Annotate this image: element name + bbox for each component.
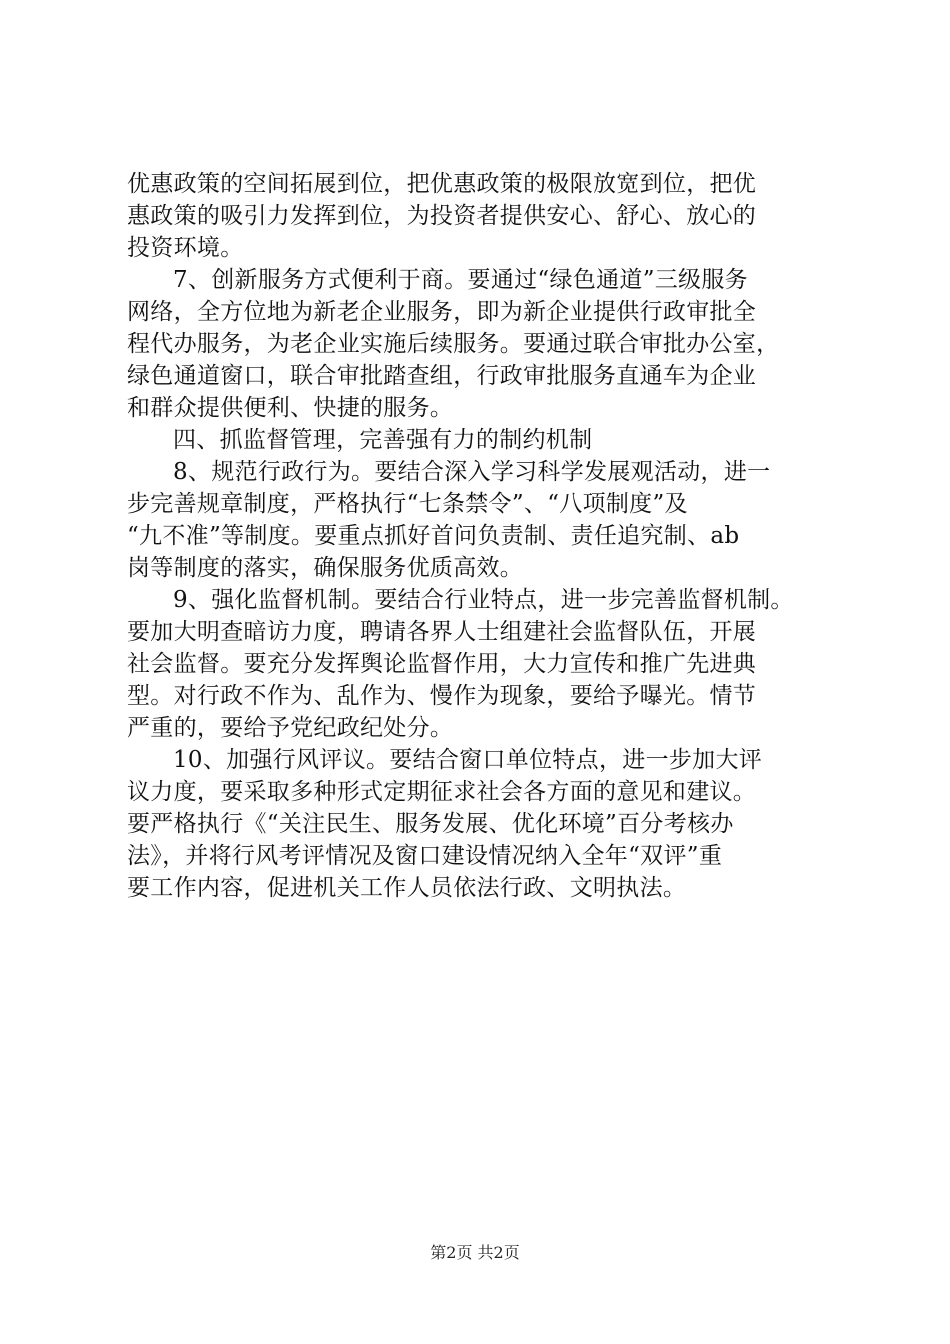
text-line: 10、加强行风评议。要结合窗口单位特点，进一步加大评 (173, 747, 763, 773)
text-line: 8、规范行政行为。要结合深入学习科学发展观活动，进一 (173, 459, 771, 485)
text-line: 优惠政策的空间拓展到位，把优惠政策的极限放宽到位，把优 (127, 171, 757, 197)
text-line: 网络，全方位地为新老企业服务，即为新企业提供行政审批全 (127, 299, 757, 325)
text-line: “九不准”等制度。要重点抓好首问负责制、责任追究制、ab (127, 523, 740, 549)
page-number-footer: 第2页 共2页 (430, 1243, 520, 1262)
text-line: 惠政策的吸引力发挥到位，为投资者提供安心、舒心、放心的 (127, 203, 757, 229)
text-line: 议力度，要采取多种形式定期征求社会各方面的意见和建议。 (127, 779, 757, 805)
text-line: 绿色通道窗口，联合审批踏查组，行政审批服务直通车为企业 (127, 363, 757, 389)
section-heading: 四、抓监督管理，完善强有力的制约机制 (173, 427, 593, 453)
text-line: 要加大明查暗访力度，聘请各界人士组建社会监督队伍，开展 (127, 619, 757, 645)
text-line: 社会监督。要充分发挥舆论监督作用，大力宣传和推广先进典 (127, 651, 757, 677)
text-line: 要工作内容，促进机关工作人员依法行政、文明执法。 (127, 875, 687, 901)
text-line: 7、创新服务方式便利于商。要通过“绿色通道”三级服务 (173, 267, 748, 293)
text-line: 9、强化监督机制。要结合行业特点，进一步完善监督机制。 (173, 587, 794, 613)
text-line: 要严格执行《“关注民生、服务发展、优化环境”百分考核办 (127, 811, 734, 837)
text-line: 和群众提供便利、快捷的服务。 (127, 395, 454, 421)
text-line: 步完善规章制度，严格执行“七条禁令”、“八项制度”及 (127, 491, 688, 517)
text-line: 程代办服务，为老企业实施后续服务。要通过联合审批办公室， (127, 331, 780, 357)
text-line: 法》，并将行风考评情况及窗口建设情况纳入全年“双评”重 (127, 843, 723, 869)
text-line: 投资环境。 (127, 235, 244, 261)
document-body (127, 168, 832, 904)
text-line: 型。对行政不作为、乱作为、慢作为现象，要给予曝光。情节 (127, 683, 757, 709)
text-line: 严重的，要给予党纪政纪处分。 (127, 715, 454, 741)
text-line: 岗等制度的落实，确保服务优质高效。 (127, 555, 524, 581)
